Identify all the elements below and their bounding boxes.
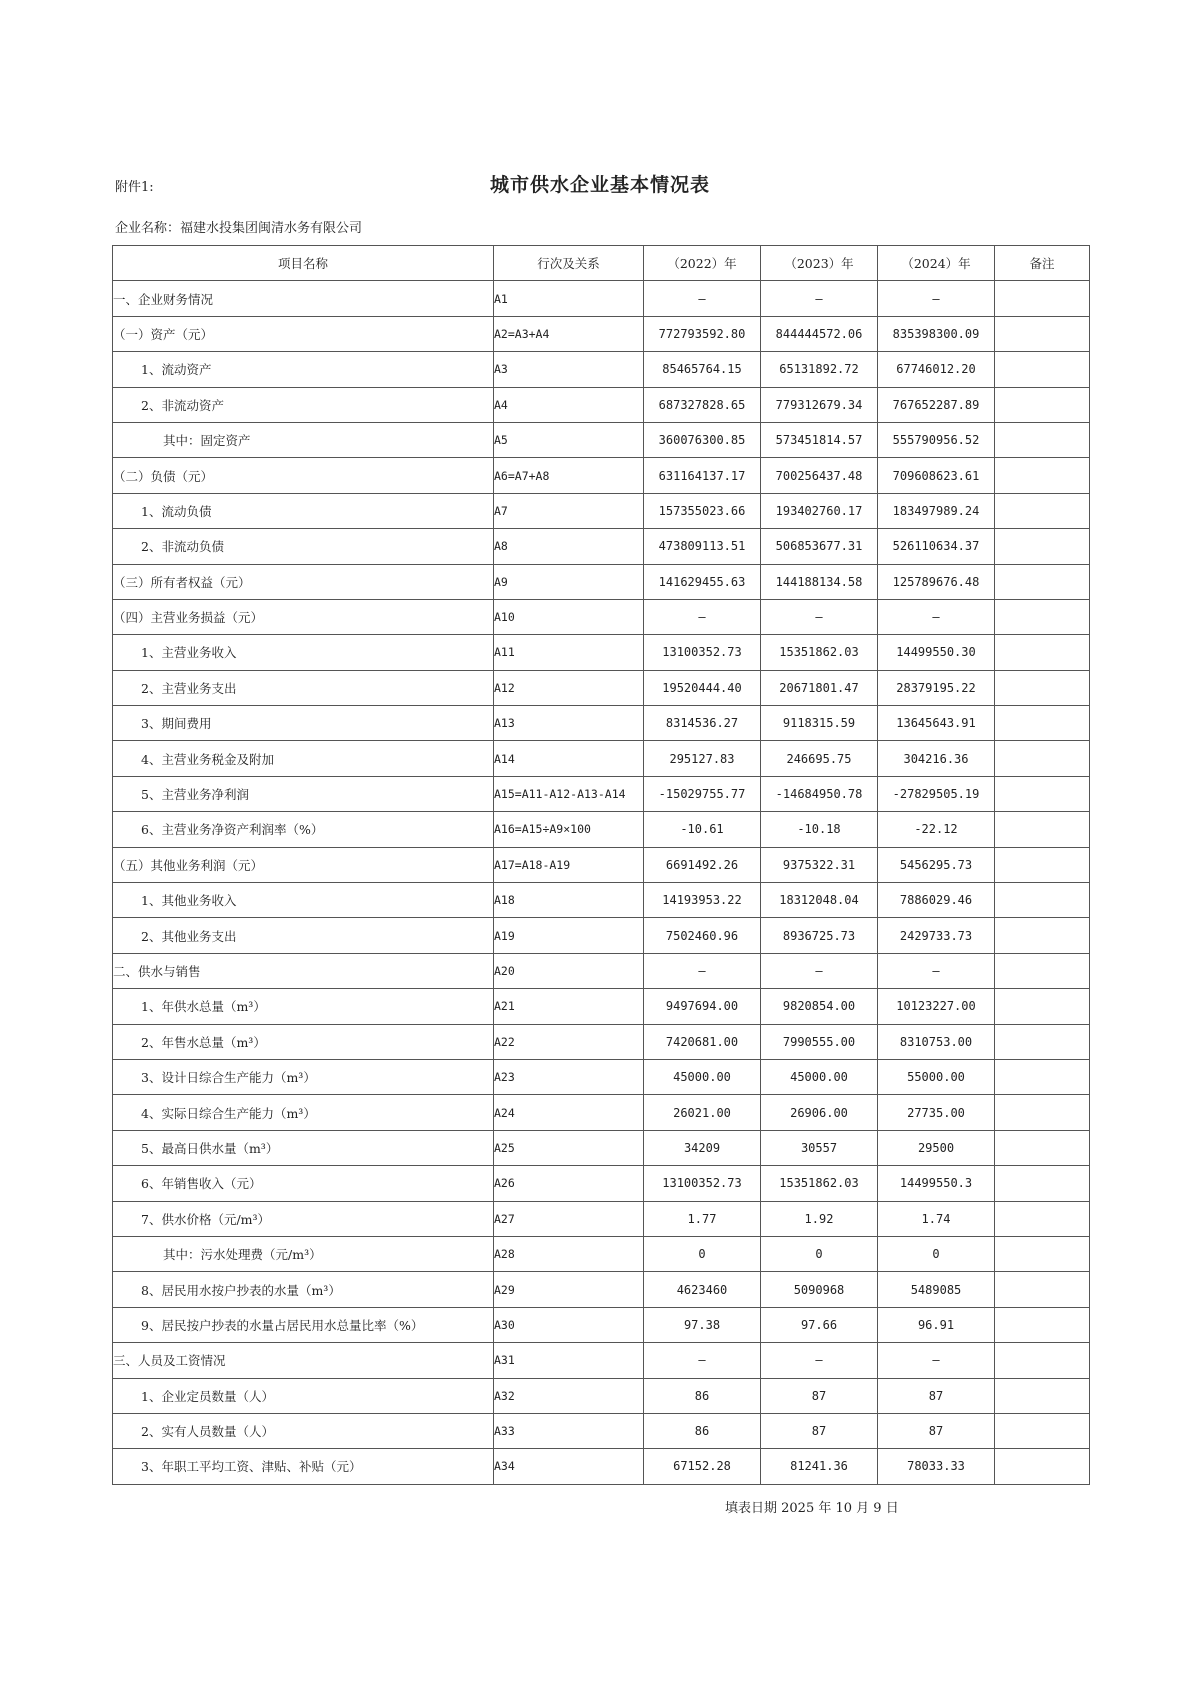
row-value-2022: 6691492.26 [644, 847, 761, 882]
row-value-2024: 7886029.46 [878, 883, 995, 918]
row-value-2023: 8936725.73 [761, 918, 878, 953]
col-header-item: 项目名称 [113, 246, 494, 281]
row-value-2024: 555790956.52 [878, 422, 995, 457]
row-value-2023: 9375322.31 [761, 847, 878, 882]
row-value-2024: 87 [878, 1413, 995, 1448]
row-value-2023: – [761, 281, 878, 316]
row-value-2022: -15029755.77 [644, 776, 761, 811]
row-code: A7 [494, 493, 644, 528]
row-value-2024: 709608623.61 [878, 458, 995, 493]
row-value-2024: 67746012.20 [878, 352, 995, 387]
row-code: A13 [494, 706, 644, 741]
row-value-2024: 1.74 [878, 1201, 995, 1236]
table-header-row [113, 246, 1090, 281]
row-code: A28 [494, 1236, 644, 1271]
row-value-2022: 86 [644, 1413, 761, 1448]
row-code: A23 [494, 1059, 644, 1094]
row-item-name: 4、主营业务税金及附加 [113, 741, 494, 776]
row-item-name: 1、主营业务收入 [113, 635, 494, 670]
row-code: A6=A7+A8 [494, 458, 644, 493]
basic-info-table [112, 245, 1090, 1485]
row-value-2023: – [761, 1343, 878, 1378]
row-code: A1 [494, 281, 644, 316]
row-value-2022: 473809113.51 [644, 529, 761, 564]
row-value-2023: 506853677.31 [761, 529, 878, 564]
row-note [995, 741, 1090, 776]
row-value-2024: 29500 [878, 1130, 995, 1165]
row-note [995, 1449, 1090, 1484]
row-value-2022: 19520444.40 [644, 670, 761, 705]
row-value-2023: -10.18 [761, 812, 878, 847]
row-value-2023: 15351862.03 [761, 635, 878, 670]
row-code: A20 [494, 953, 644, 988]
table-row [113, 1307, 1090, 1342]
row-value-2024: -22.12 [878, 812, 995, 847]
table-row [113, 776, 1090, 811]
row-code: A24 [494, 1095, 644, 1130]
row-code: A9 [494, 564, 644, 599]
row-note [995, 281, 1090, 316]
row-item-name: （四）主营业务损益（元） [113, 599, 494, 634]
row-value-2023: 0 [761, 1236, 878, 1271]
table-row [113, 599, 1090, 634]
row-value-2023: – [761, 599, 878, 634]
row-code: A32 [494, 1378, 644, 1413]
row-value-2024: – [878, 599, 995, 634]
row-value-2022: 7420681.00 [644, 1024, 761, 1059]
row-note [995, 458, 1090, 493]
row-value-2023: 87 [761, 1413, 878, 1448]
row-code: A2=A3+A4 [494, 316, 644, 351]
row-value-2023: 9118315.59 [761, 706, 878, 741]
row-value-2024: 0 [878, 1236, 995, 1271]
row-code: A25 [494, 1130, 644, 1165]
fill-date: 填表日期 2025 年 10 月 9 日 [725, 1501, 899, 1516]
row-value-2023: 7990555.00 [761, 1024, 878, 1059]
row-note [995, 635, 1090, 670]
page-title: 城市供水企业基本情况表 [489, 174, 710, 196]
row-value-2024: 87 [878, 1378, 995, 1413]
col-header-2022: （2022）年 [644, 246, 761, 281]
table-row [113, 953, 1090, 988]
table-row [113, 1236, 1090, 1271]
row-item-name: 2、主营业务支出 [113, 670, 494, 705]
row-note [995, 422, 1090, 457]
row-value-2023: 87 [761, 1378, 878, 1413]
row-item-name: 1、企业定员数量（人） [113, 1378, 494, 1413]
table-row [113, 281, 1090, 316]
row-value-2022: 0 [644, 1236, 761, 1271]
row-item-name: 2、年售水总量（m³） [113, 1024, 494, 1059]
row-value-2022: 45000.00 [644, 1059, 761, 1094]
row-note [995, 352, 1090, 387]
row-value-2024: 835398300.09 [878, 316, 995, 351]
row-value-2022: 631164137.17 [644, 458, 761, 493]
row-note [995, 953, 1090, 988]
row-code: A19 [494, 918, 644, 953]
row-value-2023: 20671801.47 [761, 670, 878, 705]
row-value-2024: 10123227.00 [878, 989, 995, 1024]
row-note [995, 1236, 1090, 1271]
table-row [113, 706, 1090, 741]
row-value-2022: 295127.83 [644, 741, 761, 776]
row-value-2022: -10.61 [644, 812, 761, 847]
row-note [995, 493, 1090, 528]
row-value-2024: 5489085 [878, 1272, 995, 1307]
row-item-name: 3、年职工平均工资、津贴、补贴（元） [113, 1449, 494, 1484]
row-value-2022: 9497694.00 [644, 989, 761, 1024]
row-value-2022: 772793592.80 [644, 316, 761, 351]
row-code: A17=A18-A19 [494, 847, 644, 882]
row-value-2024: 14499550.3 [878, 1166, 995, 1201]
table-row [113, 670, 1090, 705]
row-code: A18 [494, 883, 644, 918]
row-note [995, 706, 1090, 741]
row-value-2022: 97.38 [644, 1307, 761, 1342]
row-value-2022: 85465764.15 [644, 352, 761, 387]
row-value-2022: 14193953.22 [644, 883, 761, 918]
row-value-2024: 526110634.37 [878, 529, 995, 564]
table-row [113, 847, 1090, 882]
row-item-name: 二、供水与销售 [113, 953, 494, 988]
row-item-name: （五）其他业务利润（元） [113, 847, 494, 882]
row-value-2023: 18312048.04 [761, 883, 878, 918]
row-item-name: 5、主营业务净利润 [113, 776, 494, 811]
row-value-2024: – [878, 281, 995, 316]
attachment-label: 附件1: [115, 180, 154, 195]
table-row [113, 918, 1090, 953]
row-value-2022: 86 [644, 1378, 761, 1413]
row-value-2023: 193402760.17 [761, 493, 878, 528]
table-row [113, 812, 1090, 847]
row-note [995, 564, 1090, 599]
table-row [113, 1272, 1090, 1307]
row-value-2024: -27829505.19 [878, 776, 995, 811]
row-item-name: 6、主营业务净资产利润率（%） [113, 812, 494, 847]
row-value-2023: – [761, 953, 878, 988]
row-item-name: 1、其他业务收入 [113, 883, 494, 918]
row-value-2024: 125789676.48 [878, 564, 995, 599]
row-value-2022: 687327828.65 [644, 387, 761, 422]
row-value-2023: 65131892.72 [761, 352, 878, 387]
row-value-2022: – [644, 281, 761, 316]
row-note [995, 1413, 1090, 1448]
table-row [113, 316, 1090, 351]
table-row [113, 1095, 1090, 1130]
row-value-2024: 183497989.24 [878, 493, 995, 528]
row-value-2022: 157355023.66 [644, 493, 761, 528]
col-header-code: 行次及关系 [494, 246, 644, 281]
row-value-2024: 55000.00 [878, 1059, 995, 1094]
row-value-2022: 1.77 [644, 1201, 761, 1236]
row-item-name: 3、设计日综合生产能力（m³） [113, 1059, 494, 1094]
row-code: A11 [494, 635, 644, 670]
table-row [113, 989, 1090, 1024]
row-note [995, 883, 1090, 918]
row-code: A30 [494, 1307, 644, 1342]
col-header-2023: （2023）年 [761, 246, 878, 281]
row-code: A14 [494, 741, 644, 776]
row-item-name: 1、年供水总量（m³） [113, 989, 494, 1024]
table-row [113, 352, 1090, 387]
row-value-2022: – [644, 953, 761, 988]
row-note [995, 1095, 1090, 1130]
row-value-2024: 767652287.89 [878, 387, 995, 422]
row-value-2024: 13645643.91 [878, 706, 995, 741]
row-item-name: 5、最高日供水量（m³） [113, 1130, 494, 1165]
row-value-2022: – [644, 1343, 761, 1378]
row-item-name: 2、实有人员数量（人） [113, 1413, 494, 1448]
table-row [113, 1413, 1090, 1448]
row-value-2022: 4623460 [644, 1272, 761, 1307]
row-note [995, 599, 1090, 634]
row-item-name: （一）资产（元） [113, 316, 494, 351]
row-value-2022: 26021.00 [644, 1095, 761, 1130]
row-item-name: 6、年销售收入（元） [113, 1166, 494, 1201]
row-note [995, 316, 1090, 351]
table-row [113, 387, 1090, 422]
table-row [113, 458, 1090, 493]
table-row [113, 493, 1090, 528]
row-value-2023: 573451814.57 [761, 422, 878, 457]
table-row [113, 1343, 1090, 1378]
table-row [113, 564, 1090, 599]
row-value-2023: 26906.00 [761, 1095, 878, 1130]
row-code: A34 [494, 1449, 644, 1484]
row-value-2022: 13100352.73 [644, 1166, 761, 1201]
row-item-name: （三）所有者权益（元） [113, 564, 494, 599]
row-note [995, 1201, 1090, 1236]
row-code: A8 [494, 529, 644, 564]
table-row [113, 635, 1090, 670]
table-row [113, 1166, 1090, 1201]
row-value-2023: 15351862.03 [761, 1166, 878, 1201]
row-value-2024: 2429733.73 [878, 918, 995, 953]
row-note [995, 1166, 1090, 1201]
row-value-2024: 304216.36 [878, 741, 995, 776]
row-note [995, 812, 1090, 847]
row-value-2023: 5090968 [761, 1272, 878, 1307]
row-code: A26 [494, 1166, 644, 1201]
row-value-2022: 360076300.85 [644, 422, 761, 457]
row-note [995, 1272, 1090, 1307]
company-name: 企业名称：福建水投集团闽清水务有限公司 [115, 221, 363, 236]
row-value-2022: – [644, 599, 761, 634]
row-item-name: 其中：固定资产 [113, 422, 494, 457]
row-note [995, 1343, 1090, 1378]
row-code: A33 [494, 1413, 644, 1448]
row-value-2024: 27735.00 [878, 1095, 995, 1130]
row-value-2024: 5456295.73 [878, 847, 995, 882]
row-value-2023: 81241.36 [761, 1449, 878, 1484]
row-code: A16=A15÷A9×100 [494, 812, 644, 847]
row-item-name: 2、非流动资产 [113, 387, 494, 422]
row-value-2024: 28379195.22 [878, 670, 995, 705]
row-item-name: 2、非流动负债 [113, 529, 494, 564]
row-code: A15=A11-A12-A13-A14 [494, 776, 644, 811]
row-value-2022: 8314536.27 [644, 706, 761, 741]
row-code: A22 [494, 1024, 644, 1059]
row-code: A5 [494, 422, 644, 457]
table-row [113, 422, 1090, 457]
row-value-2023: 246695.75 [761, 741, 878, 776]
row-item-name: （二）负债（元） [113, 458, 494, 493]
row-value-2023: 97.66 [761, 1307, 878, 1342]
row-value-2023: 844444572.06 [761, 316, 878, 351]
row-value-2024: – [878, 1343, 995, 1378]
row-item-name: 1、流动资产 [113, 352, 494, 387]
row-note [995, 989, 1090, 1024]
row-item-name: 8、居民用水按户抄表的水量（m³） [113, 1272, 494, 1307]
row-item-name: 9、居民按户抄表的水量占居民用水总量比率（%） [113, 1307, 494, 1342]
row-note [995, 529, 1090, 564]
table-row [113, 1201, 1090, 1236]
row-note [995, 918, 1090, 953]
table-row [113, 1059, 1090, 1094]
row-code: A12 [494, 670, 644, 705]
table-row [113, 529, 1090, 564]
row-item-name: 其中：污水处理费（元/m³） [113, 1236, 494, 1271]
row-note [995, 1378, 1090, 1413]
row-item-name: 1、流动负债 [113, 493, 494, 528]
row-item-name: 三、人员及工资情况 [113, 1343, 494, 1378]
row-note [995, 1307, 1090, 1342]
row-item-name: 一、企业财务情况 [113, 281, 494, 316]
row-item-name: 4、实际日综合生产能力（m³） [113, 1095, 494, 1130]
row-value-2023: -14684950.78 [761, 776, 878, 811]
row-value-2022: 34209 [644, 1130, 761, 1165]
row-value-2023: 45000.00 [761, 1059, 878, 1094]
col-header-2024: （2024）年 [878, 246, 995, 281]
row-value-2024: 78033.33 [878, 1449, 995, 1484]
table-row [113, 1024, 1090, 1059]
col-header-note: 备注 [995, 246, 1090, 281]
row-item-name: 3、期间费用 [113, 706, 494, 741]
row-note [995, 1130, 1090, 1165]
row-value-2022: 7502460.96 [644, 918, 761, 953]
row-note [995, 847, 1090, 882]
table-row [113, 741, 1090, 776]
table-row [113, 1449, 1090, 1484]
table-row [113, 1130, 1090, 1165]
row-code: A4 [494, 387, 644, 422]
row-note [995, 387, 1090, 422]
row-value-2023: 144188134.58 [761, 564, 878, 599]
row-note [995, 776, 1090, 811]
row-code: A3 [494, 352, 644, 387]
row-value-2023: 1.92 [761, 1201, 878, 1236]
row-value-2022: 67152.28 [644, 1449, 761, 1484]
row-code: A29 [494, 1272, 644, 1307]
row-code: A10 [494, 599, 644, 634]
row-value-2024: – [878, 953, 995, 988]
table-row [113, 883, 1090, 918]
row-code: A27 [494, 1201, 644, 1236]
row-value-2023: 30557 [761, 1130, 878, 1165]
row-value-2023: 9820854.00 [761, 989, 878, 1024]
row-value-2024: 96.91 [878, 1307, 995, 1342]
row-value-2023: 779312679.34 [761, 387, 878, 422]
row-note [995, 1024, 1090, 1059]
row-code: A21 [494, 989, 644, 1024]
row-code: A31 [494, 1343, 644, 1378]
row-item-name: 2、其他业务支出 [113, 918, 494, 953]
row-note [995, 1059, 1090, 1094]
row-value-2022: 13100352.73 [644, 635, 761, 670]
row-value-2024: 14499550.30 [878, 635, 995, 670]
row-note [995, 670, 1090, 705]
table-row [113, 1378, 1090, 1413]
row-value-2024: 8310753.00 [878, 1024, 995, 1059]
row-value-2022: 141629455.63 [644, 564, 761, 599]
row-item-name: 7、供水价格（元/m³） [113, 1201, 494, 1236]
row-value-2023: 700256437.48 [761, 458, 878, 493]
